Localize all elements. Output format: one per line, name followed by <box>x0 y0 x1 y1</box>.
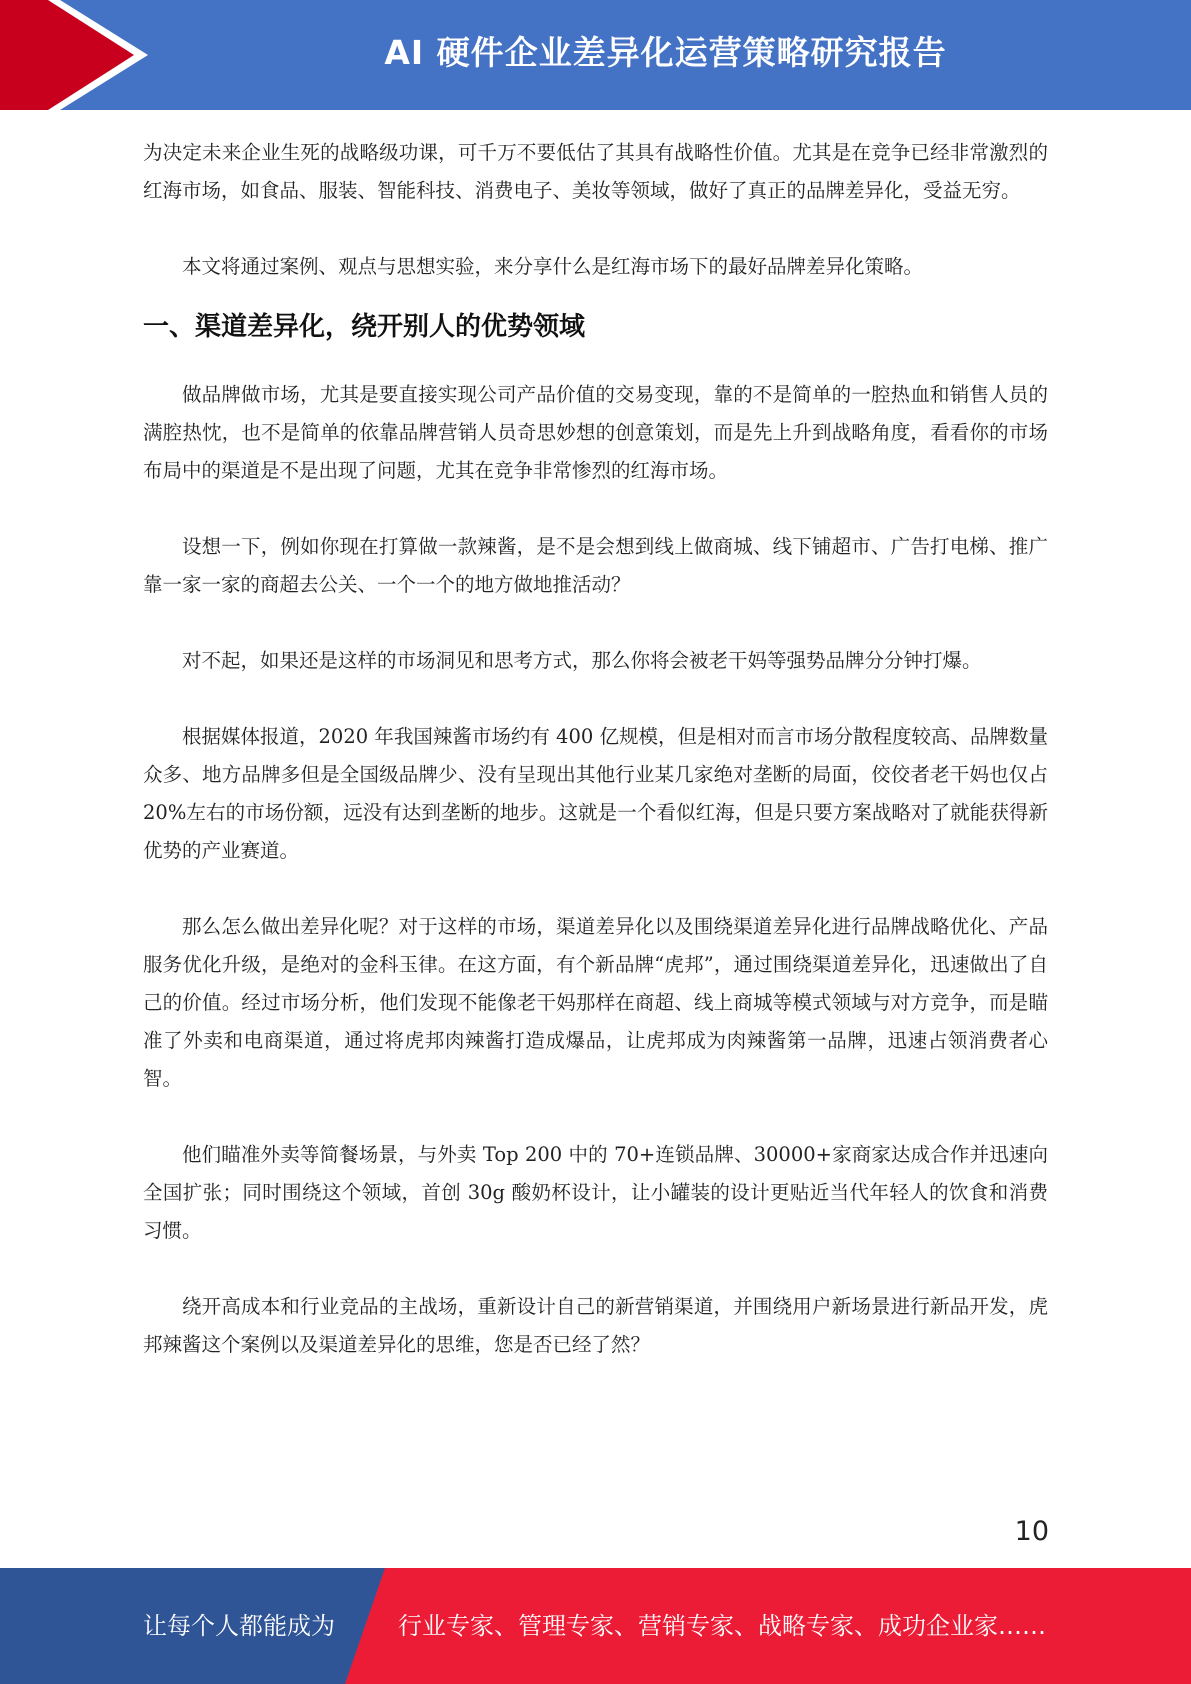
body-paragraph-4: 根据媒体报道，2020 年我国辣酱市场约有 400 亿规模，但是相对而言市场分散程度较高、品牌数量众多、地方品牌多但是全国级品牌少、没有呈现出其他行业某几家绝对垄断的局面，佼佼者老干妈也仅占 20%左右的市场份额，远没有达到垄断的地步。这就是一个看似红海，但是只要方案战略对了就能获得新优势的产业赛道。 <box>143 725 1048 862</box>
body-paragraph-1: 做品牌做市场，尤其是要直接实现公司产品价值的交易变现，靠的不是简单的一腔热血和销售人员的满腔热忱，也不是简单的依靠品牌营销人员奇思妙想的创意策划，而是先上升到战略角度，看看你的市场布局中的渠道是不是出现了问题，尤其在竞争非常惨烈的红海市场。 <box>143 383 1048 482</box>
body-paragraph-6: 他们瞄准外卖等简餐场景，与外卖 Top 200 中的 70+连锁品牌、30000+家商家达成合作并迅速向全国扩张；同时围绕这个领域，首创 30g 酸奶杯设计，让小罐装的设计更贴近当代年轻人的饮食和消费习惯。 <box>143 1143 1048 1242</box>
intro-paragraph-1: 为决定未来企业生死的战略级功课，可千万不要低估了其具有战略性价值。尤其是在竞争已经非常激烈的红海市场，如食品、服装、智能科技、消费电子、美妆等领域，做好了真正的品牌差异化，受益无穷。 <box>143 141 1048 202</box>
body-paragraph-5: 那么怎么做出差异化呢？对于这样的市场，渠道差异化以及围绕渠道差异化进行品牌战略优化、产品服务优化升级，是绝对的金科玉律。在这方面，有个新品牌“虎邦”，通过围绕渠道差异化，迅速做出了自己的价值。经过市场分析，他们发现不能像老干妈那样在商超、线上商城等模式领域与对方竞争，而是瞄准了外卖和电商渠道，通过将虎邦肉辣酱打造成爆品，让虎邦成为肉辣酱第一品牌，迅速占领消费者心智。 <box>143 915 1048 1090</box>
body-paragraph-7: 绕开高成本和行业竞品的主战场，重新设计自己的新营销渠道，并围绕用户新场景进行新品开发，虎邦辣酱这个案例以及渠道差异化的思维，您是否已经了然？ <box>143 1295 1048 1356</box>
intro-paragraph-2: 本文将通过案例、观点与思想实验，来分享什么是红海市场下的最好品牌差异化策略。 <box>182 255 924 278</box>
footer-slogan-right: 行业专家、管理专家、营销专家、战略专家、成功企业家…… <box>398 1612 1046 1640</box>
page-number: 10 <box>1014 1516 1049 1547</box>
header-arrow <box>0 0 134 110</box>
footer-slogan-left: 让每个人都能成为 <box>143 1612 335 1640</box>
section-heading: 一、渠道差异化，绕开别人的优势领域 <box>143 312 586 342</box>
document-body <box>143 134 1048 1364</box>
body-paragraph-2: 设想一下，例如你现在打算做一款辣酱，是不是会想到线上做商城、线下铺超市、广告打电梯、推广靠一家一家的商超去公关、一个一个的地方做地推活动？ <box>143 535 1048 596</box>
page-header <box>0 0 1191 110</box>
page-footer <box>0 1568 1191 1684</box>
body-paragraph-3: 对不起，如果还是这样的市场洞见和思考方式，那么你将会被老干妈等强势品牌分分钟打爆。 <box>182 649 982 672</box>
page-title: AI 硬件企业差异化运营策略研究报告 <box>384 33 947 72</box>
